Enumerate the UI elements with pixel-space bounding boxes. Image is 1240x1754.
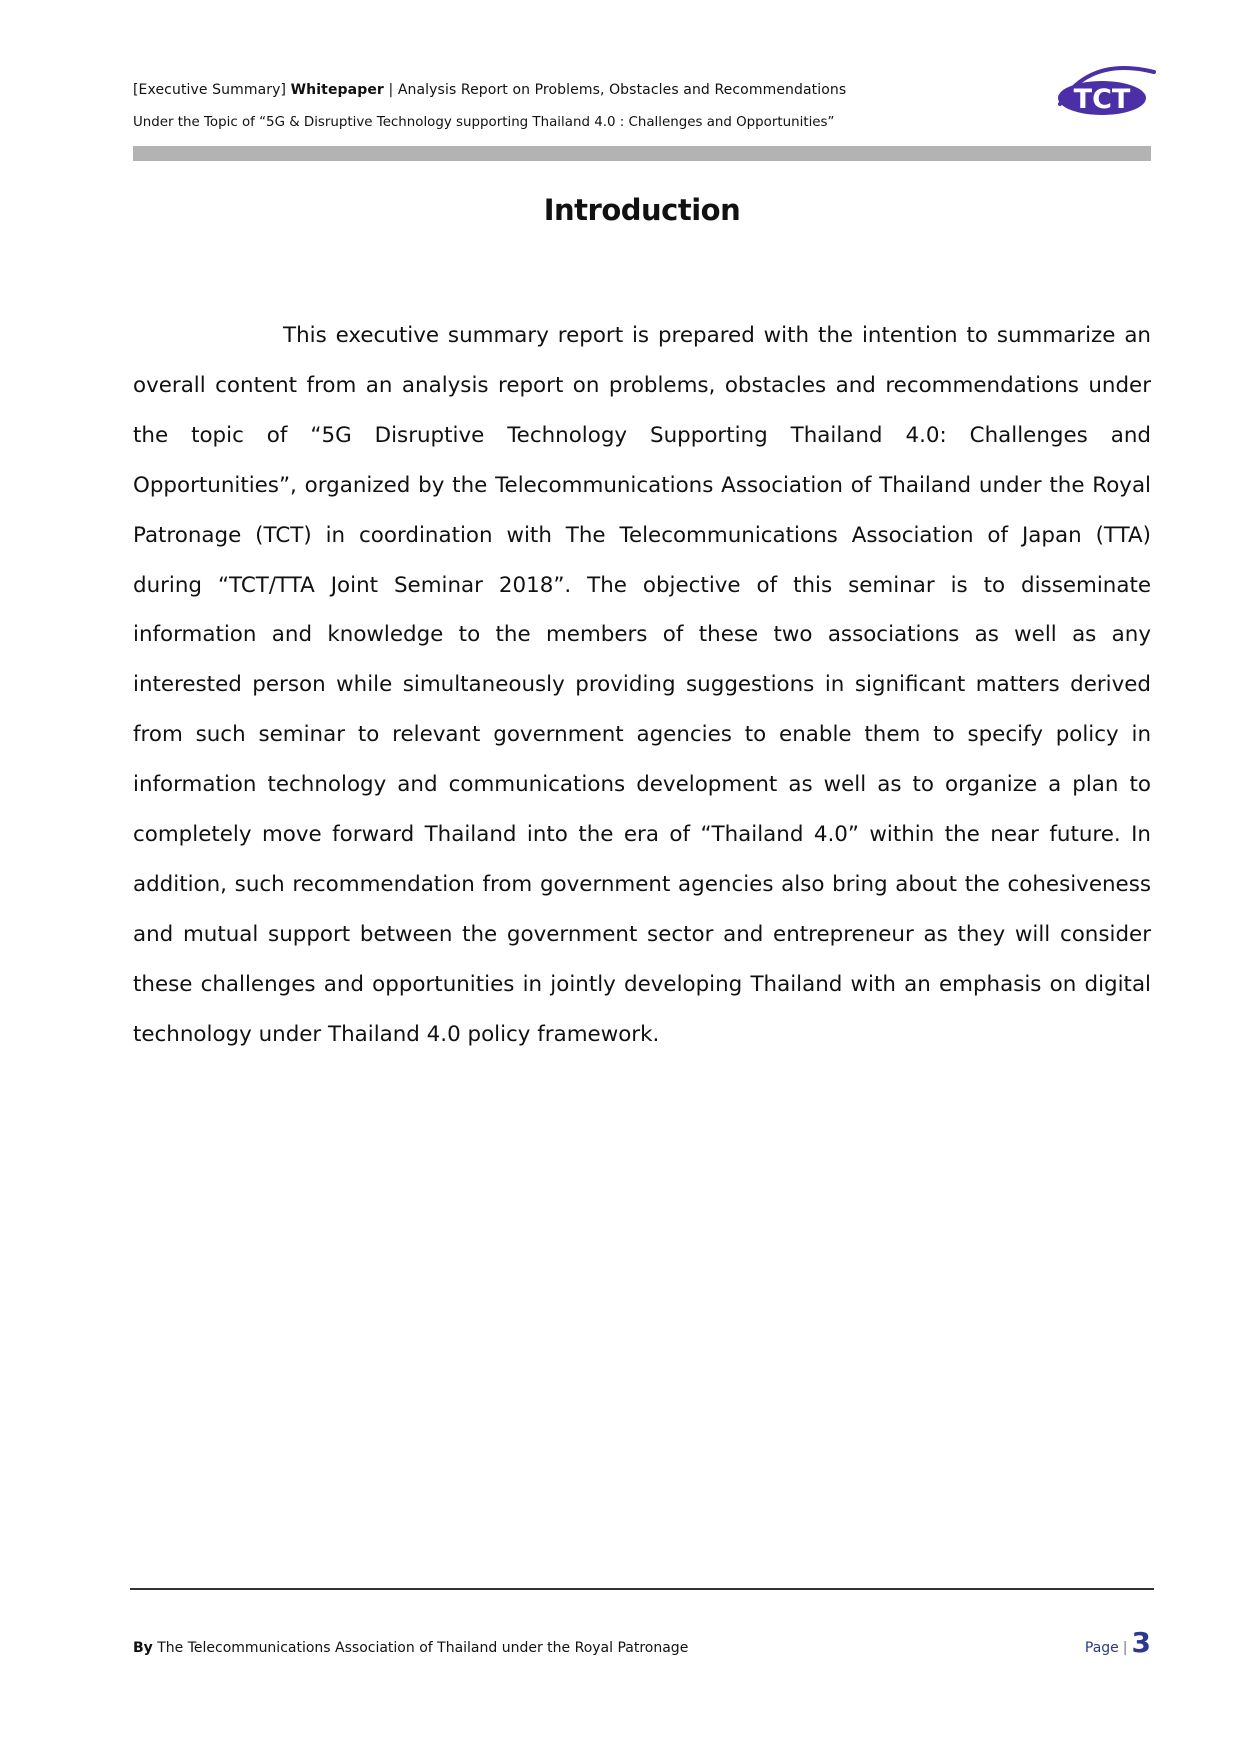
footer-divider (130, 1588, 1154, 1590)
header-suffix: | Analysis Report on Problems, Obstacles and Recommendations (383, 82, 847, 98)
header-topic-line: Under the Topic of “5G & Disruptive Technology supporting Thailand 4.0 : Challenges and Opportunities” (133, 115, 835, 130)
footer-organization (133, 1640, 688, 1656)
page-title: Introduction (543, 193, 741, 227)
tct-logo-icon (1050, 64, 1160, 128)
header-whitepaper: Whitepaper (290, 82, 384, 98)
header-divider-bar (133, 146, 1151, 161)
header-title-line (133, 82, 846, 98)
header-prefix: [Executive Summary] (133, 82, 291, 98)
page-number: 3 (1131, 1626, 1151, 1659)
introduction-paragraph: This executive summary report is prepared with the intention to summarize an overall content from an analysis report on problems, obstacles and recommendations under the topic of “5G Disruptive Technology Supporting Thailand 4.0: Challenges and Opportunities”, organized by the Telecommunications Association of Thailand under the Royal Patronage (TCT) in coordination with The Telecommunications Association of Japan (TTA) during “TCT/TTA Joint Seminar 2018”. The objective of this seminar is to disseminate information and knowledge to the members of these two associations as well as any interested person while simultaneously providing suggestions in significant matters derived from such seminar to relevant government agencies to enable them to specify policy in information technology and communications development as well as to organize a plan to completely move forward Thailand into the era of “Thailand 4.0” within the near future. In addition, such recommendation from government agencies also bring about the cohesiveness and mutual support between the government sector and entrepreneur as they will consider these challenges and opportunities in jointly developing Thailand with an emphasis on digital technology under Thailand 4.0 policy framework. (133, 323, 1151, 1047)
footer-by-label: By (133, 1640, 153, 1656)
tct-logo (1050, 64, 1160, 128)
page-separator: | (1122, 1640, 1128, 1656)
page-indicator (1085, 1626, 1151, 1659)
footer-org-name: The Telecommunications Association of Thailand under the Royal Patronage (152, 1640, 689, 1656)
page-label: Page (1084, 1640, 1119, 1656)
logo-text: TCT (1073, 84, 1131, 115)
